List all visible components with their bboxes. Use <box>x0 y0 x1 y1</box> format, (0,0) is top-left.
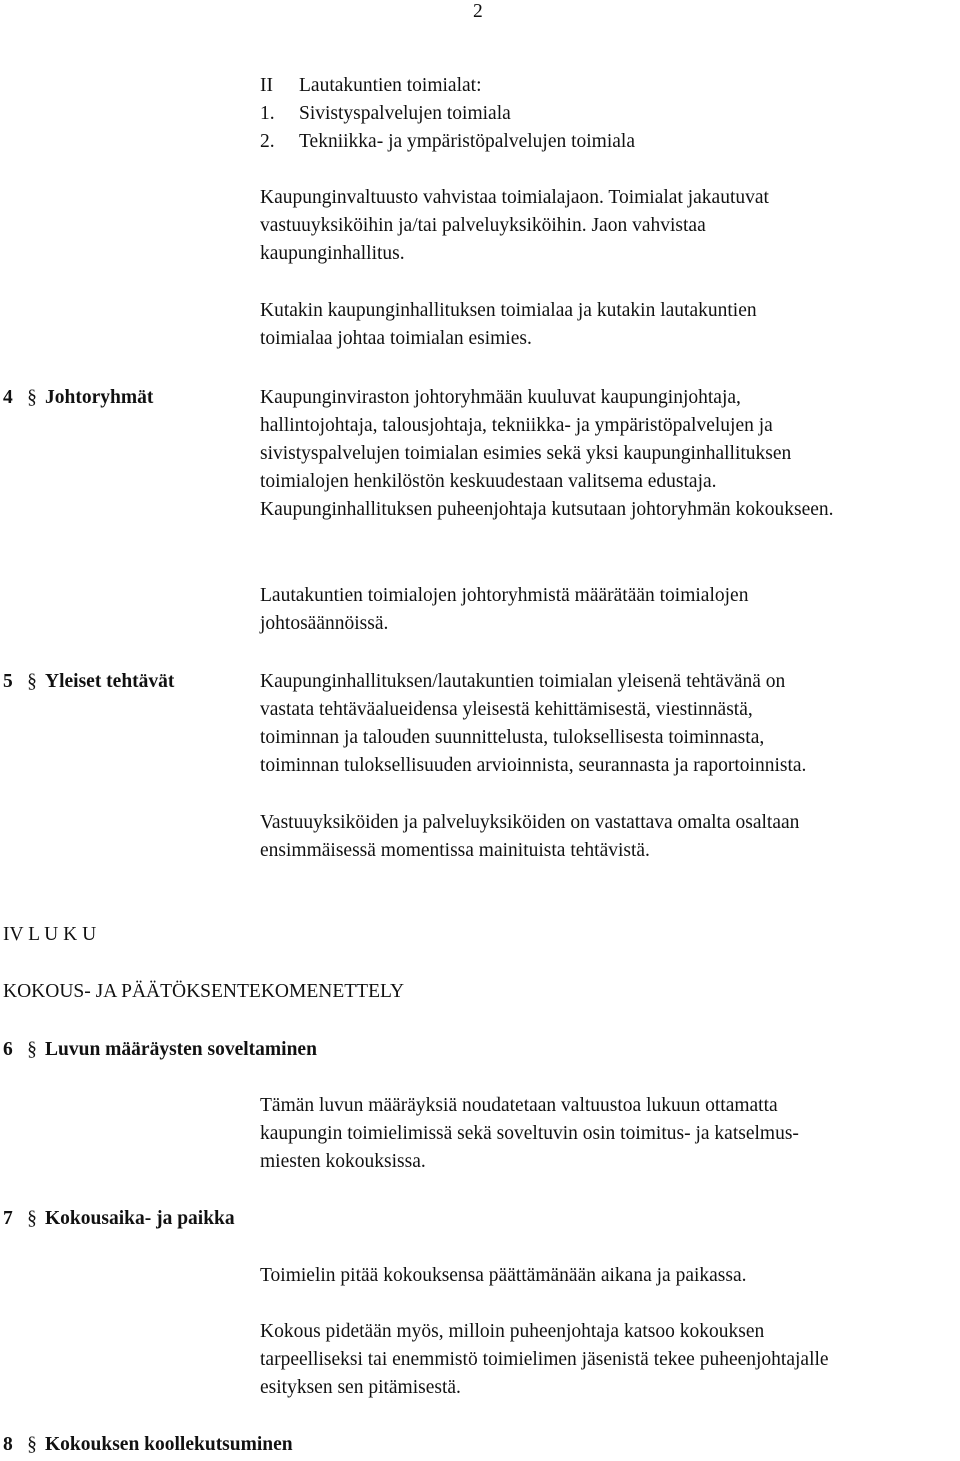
text-line: Kaupunginhallituksen puheenjohtaja kutsutaan johtoryhmän kokoukseen. <box>260 499 834 520</box>
section-symbol: § <box>27 1039 37 1060</box>
text-line: Vastuuyksiköiden ja palveluyksiköiden on vastattava omalta osaltaan <box>260 812 800 833</box>
list-item-number: 2. <box>260 131 275 152</box>
text-line: Kokous pidetään myös, milloin puheenjohtaja katsoo kokouksen <box>260 1321 765 1342</box>
page-number: 2 <box>473 1 483 22</box>
list-item-number: 1. <box>260 103 275 124</box>
section-heading <box>3 1205 235 1233</box>
section-title: Luvun määräysten soveltaminen <box>45 1039 317 1060</box>
paragraph <box>260 184 769 268</box>
section-title: Kokousaika- ja paikka <box>45 1208 235 1229</box>
text-line: toiminnan tuloksellisuuden arvioinnista, seurannasta ja raportoinnista. <box>260 755 807 776</box>
section-symbol: § <box>27 1208 37 1229</box>
paragraph <box>260 384 834 524</box>
section-heading <box>3 1431 293 1459</box>
section-symbol: § <box>27 387 37 408</box>
text-line: vastata tehtäväalueidensa yleisestä kehittämisestä, viestinnästä, <box>260 699 753 720</box>
section-heading <box>3 384 153 412</box>
section-heading <box>3 1036 317 1064</box>
text-line: Kaupunginhallituksen/lautakuntien toimialan yleisenä tehtävänä on <box>260 671 786 692</box>
text-line: Kaupunginviraston johtoryhmään kuuluvat kaupunginjohtaja, <box>260 387 741 408</box>
list-item-text: Tekniikka- ja ympäristöpalvelujen toimiala <box>299 131 635 152</box>
paragraph <box>260 1318 829 1402</box>
section-number: 5 <box>3 671 13 692</box>
paragraph <box>260 668 806 780</box>
paragraph <box>260 1092 799 1176</box>
paragraph <box>260 809 799 865</box>
paragraph <box>260 297 757 353</box>
text-line: Tämän luvun määräyksiä noudatetaan valtuustoa lukuun ottamatta <box>260 1095 778 1116</box>
text-line: hallintojohtaja, talousjohtaja, tekniikka- ja ympäristöpalvelujen ja <box>260 415 773 436</box>
text-line: toiminnan ja talouden suunnittelusta, tuloksellisesta toiminnasta, <box>260 727 765 748</box>
paragraph <box>260 1262 747 1290</box>
section-heading <box>3 668 174 696</box>
text-line: toimialaa johtaa toimialan esimies. <box>260 328 532 349</box>
text-line: Kaupunginvaltuusto vahvistaa toimialajaon. Toimialat jakautuvat <box>260 187 769 208</box>
section-symbol: § <box>27 1434 37 1455</box>
text-line: Toimielin pitää kokouksensa päättämänään aikana ja paikassa. <box>260 1265 747 1286</box>
text-line: toimialojen henkilöstön keskuudestaan valitsema edustaja. <box>260 471 717 492</box>
text-line: Kutakin kaupunginhallituksen toimialaa ja kutakin lautakuntien <box>260 300 757 321</box>
text-line: esityksen sen pitämisestä. <box>260 1377 461 1398</box>
section-number: 8 <box>3 1434 13 1455</box>
text-line: kaupungin toimielimissä sekä soveltuvin osin toimitus- ja katselmus- <box>260 1123 799 1144</box>
section-title: Yleiset tehtävät <box>45 671 175 692</box>
section-number: 4 <box>3 387 13 408</box>
text-line: johtosäännöissä. <box>260 613 389 634</box>
section-title: Kokouksen koollekutsuminen <box>45 1434 293 1455</box>
text-line: miesten kokouksissa. <box>260 1151 426 1172</box>
text-line: ensimmäisessä momentissa mainituista tehtävistä. <box>260 840 650 861</box>
section-number: 6 <box>3 1039 13 1060</box>
list-item-text: Sivistyspalvelujen toimiala <box>299 103 511 124</box>
chapter-heading: IV L U K U <box>3 924 97 945</box>
part-heading-text: Lautakuntien toimialat: <box>299 75 482 96</box>
text-line: Lautakuntien toimialojen johtoryhmistä määrätään toimialojen <box>260 585 749 606</box>
text-line: kaupunginhallitus. <box>260 243 405 264</box>
section-number: 7 <box>3 1208 13 1229</box>
text-line: sivistyspalvelujen toimialan esimies sekä yksi kaupunginhallituksen <box>260 443 792 464</box>
section-symbol: § <box>27 671 37 692</box>
part-heading-number: II <box>260 75 273 96</box>
section-title: Johtoryhmät <box>45 387 154 408</box>
text-line: vastuuyksiköihin ja/tai palveluyksiköihin. Jaon vahvistaa <box>260 215 706 236</box>
paragraph <box>260 582 748 638</box>
chapter-title: KOKOUS- JA PÄÄTÖKSENTEKOMENETTELY <box>3 981 405 1002</box>
text-line: tarpeelliseksi tai enemmistö toimielimen jäsenistä tekee puheenjohtajalle <box>260 1349 829 1370</box>
